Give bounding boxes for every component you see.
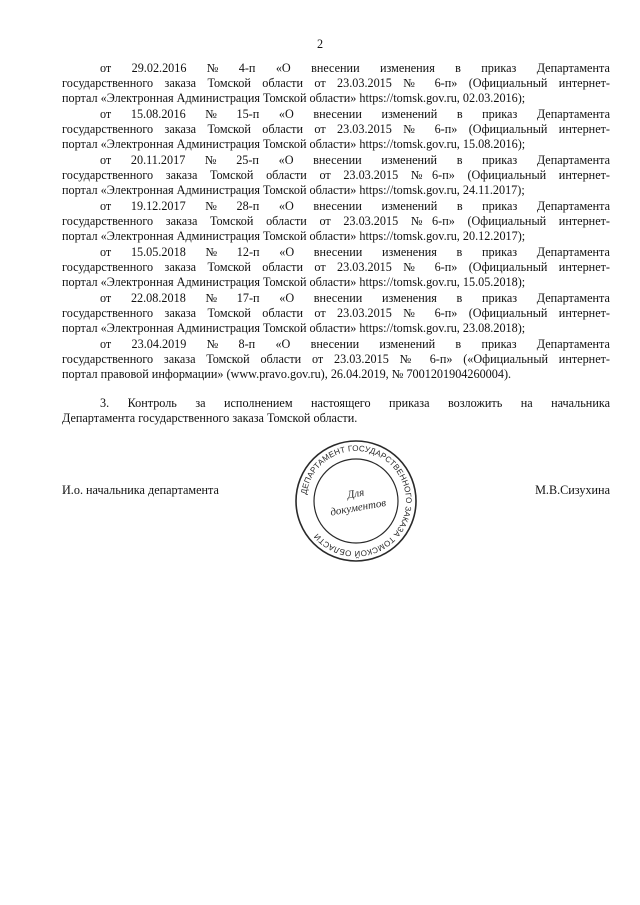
- amendment-word: 19.12.2017: [130, 199, 186, 213]
- amendment-word: «О: [275, 61, 291, 75]
- amendment-first-line: [62, 245, 610, 260]
- amendment-third-line: портал «Электронная Администрация Томской области» https://tomsk.gov.ru, 23.08.2018);: [62, 321, 526, 335]
- amendment-word: «О: [278, 153, 294, 167]
- amendment-word: в: [455, 61, 461, 75]
- amendment-word: от: [100, 291, 112, 305]
- amendment-word: от: [100, 337, 112, 351]
- amendment-word: Департамента: [536, 245, 610, 259]
- amendment-word: изменений: [381, 107, 438, 121]
- signatory-name: М.В.Сизухина: [535, 483, 610, 497]
- amendment-word: 20.11.2017: [130, 153, 186, 167]
- amendment-word: от: [100, 61, 112, 75]
- amendment-word: приказ: [481, 61, 517, 75]
- page-number: 2: [316, 37, 324, 51]
- amendment-word: приказ: [481, 337, 517, 351]
- amendment-third-line: портал «Электронная Администрация Томской области» https://tomsk.gov.ru, 20.12.2017);: [62, 229, 526, 243]
- amendment-word: 22.08.2018: [130, 291, 186, 305]
- amendments-list: [62, 61, 610, 382]
- amendment-word: в: [456, 199, 463, 213]
- stamp-center-line2: документов: [329, 496, 388, 519]
- amendment-word: внесении: [313, 245, 363, 259]
- amendment-word: в: [456, 107, 463, 121]
- amendment-first-line: [62, 337, 610, 352]
- amendment-word: приказ: [481, 291, 518, 305]
- amendment-word: Департамента: [536, 291, 610, 305]
- amendment-item: [62, 61, 610, 106]
- amendment-word: Департамента: [536, 107, 610, 121]
- amendment-word: внесении: [313, 153, 362, 167]
- amendment-word: приказ: [481, 245, 518, 259]
- amendment-item: [62, 245, 610, 290]
- amendment-first-line: [62, 291, 610, 306]
- amendment-word: от: [100, 245, 112, 259]
- amendment-word: Департамента: [536, 199, 610, 213]
- amendment-second-line: государственного заказа Томской области от 23.03.2015 № 6-п» (Официальный интернет-: [62, 306, 610, 320]
- stamp-ring-text: ДЕПАРТАМЕНТ ГОСУДАРСТВЕННОГО ЗАКАЗА ТОМСКОЙ ОБЛАСТИ: [299, 443, 414, 559]
- amendment-third-line: портал «Электронная Администрация Томской области» https://tomsk.gov.ru, 24.11.2017);: [62, 183, 525, 197]
- amendment-word: в: [456, 245, 463, 259]
- amendment-word: «О: [279, 291, 295, 305]
- amendment-word: приказ: [482, 153, 518, 167]
- amendment-word: 28-п: [236, 199, 260, 213]
- amendment-word: 8-п: [238, 337, 256, 351]
- amendment-word: Департамента: [536, 337, 610, 351]
- amendment-word: «О: [279, 245, 295, 259]
- amendment-item: [62, 291, 610, 336]
- amendment-word: в: [455, 337, 462, 351]
- amendment-word: «О: [275, 337, 291, 351]
- amendment-second-line: государственного заказа Томской области от 23.03.2015 № 6-п» («Официальный интернет-: [62, 352, 610, 366]
- amendment-second-line: государственного заказа Томской области от 23.03.2015 №6-п» (Официальный интернет-: [62, 214, 610, 228]
- amendment-first-line: [62, 107, 610, 122]
- amendment-word: внесении: [310, 337, 360, 351]
- amendment-word: №: [205, 199, 217, 213]
- amendment-word: в: [456, 291, 463, 305]
- control-paragraph-line1: 3. Контроль за исполнением настоящего приказа возложить на начальника: [100, 396, 610, 410]
- seal-stamp: [291, 436, 421, 566]
- amendment-word: в: [456, 153, 463, 167]
- amendment-second-line: государственного заказа Томской области от 23.03.2015 №6-п» (Официальный интернет-: [62, 168, 610, 182]
- amendment-word: внесении: [313, 107, 362, 121]
- amendment-word: «О: [278, 199, 294, 213]
- amendment-word: Департамента: [536, 153, 610, 167]
- amendment-word: 15.08.2016: [130, 107, 186, 121]
- amendment-word: №: [206, 337, 219, 351]
- amendment-word: от: [100, 199, 112, 213]
- amendment-word: внесении: [313, 199, 362, 213]
- amendment-word: изменения: [382, 291, 437, 305]
- stamp-center-line1: Для: [346, 486, 366, 502]
- amendment-first-line: [62, 153, 610, 168]
- amendment-item: [62, 199, 610, 244]
- control-paragraph: [62, 396, 610, 426]
- amendment-word: 15-п: [236, 107, 260, 121]
- amendment-word: внесении: [311, 61, 360, 75]
- amendment-word: №: [205, 291, 218, 305]
- amendment-third-line: портал «Электронная Администрация Томской области» https://tomsk.gov.ru, 15.05.2018);: [62, 275, 526, 289]
- amendment-word: 25-п: [236, 153, 259, 167]
- amendment-second-line: государственного заказа Томской области от 23.03.2015 № 6-п» (Официальный интернет-: [62, 76, 610, 90]
- control-paragraph-line2: Департамента государственного заказа Томской области.: [62, 411, 358, 425]
- amendment-third-line: портал правовой информации» (www.pravo.gov.ru), 26.04.2019, № 7001201904260004).: [62, 367, 512, 381]
- amendment-third-line: портал «Электронная Администрация Томской области» https://tomsk.gov.ru, 15.08.2016);: [62, 137, 526, 151]
- amendment-word: от: [100, 153, 112, 167]
- amendment-word: 4-п: [238, 61, 256, 75]
- amendment-word: №: [206, 61, 219, 75]
- amendment-word: изменения: [382, 245, 437, 259]
- amendment-word: «О: [278, 107, 294, 121]
- amendment-item: [62, 153, 610, 198]
- amendment-word: от: [100, 107, 112, 121]
- amendment-word: изменений: [379, 337, 436, 351]
- amendment-word: внесении: [313, 291, 363, 305]
- amendment-word: приказ: [482, 199, 518, 213]
- amendment-item: [62, 107, 610, 152]
- amendment-word: 29.02.2016: [131, 61, 187, 75]
- signatory-position: И.о. начальника департамента: [62, 483, 219, 497]
- amendment-word: 17-п: [236, 291, 260, 305]
- amendment-word: изменений: [381, 153, 438, 167]
- amendment-first-line: [62, 199, 610, 214]
- amendment-word: №: [205, 245, 218, 259]
- amendment-word: изменения: [379, 61, 435, 75]
- amendment-word: №: [204, 153, 217, 167]
- amendment-word: Департамента: [536, 61, 610, 75]
- amendment-second-line: государственного заказа Томской области от 23.03.2015 № 6-п» (Официальный интернет-: [62, 260, 610, 274]
- amendment-word: приказ: [482, 107, 518, 121]
- amendment-first-line: [62, 61, 610, 76]
- amendment-word: №: [205, 107, 217, 121]
- amendment-word: 15.05.2018: [130, 245, 186, 259]
- amendment-second-line: государственного заказа Томской области от 23.03.2015 № 6-п» (Официальный интернет-: [62, 122, 610, 136]
- amendment-word: 12-п: [236, 245, 260, 259]
- amendment-third-line: портал «Электронная Администрация Томской области» https://tomsk.gov.ru, 02.03.2016);: [62, 91, 526, 105]
- amendment-item: [62, 337, 610, 382]
- amendment-word: изменений: [381, 199, 438, 213]
- amendment-word: 23.04.2019: [131, 337, 187, 351]
- document-body: [62, 61, 610, 426]
